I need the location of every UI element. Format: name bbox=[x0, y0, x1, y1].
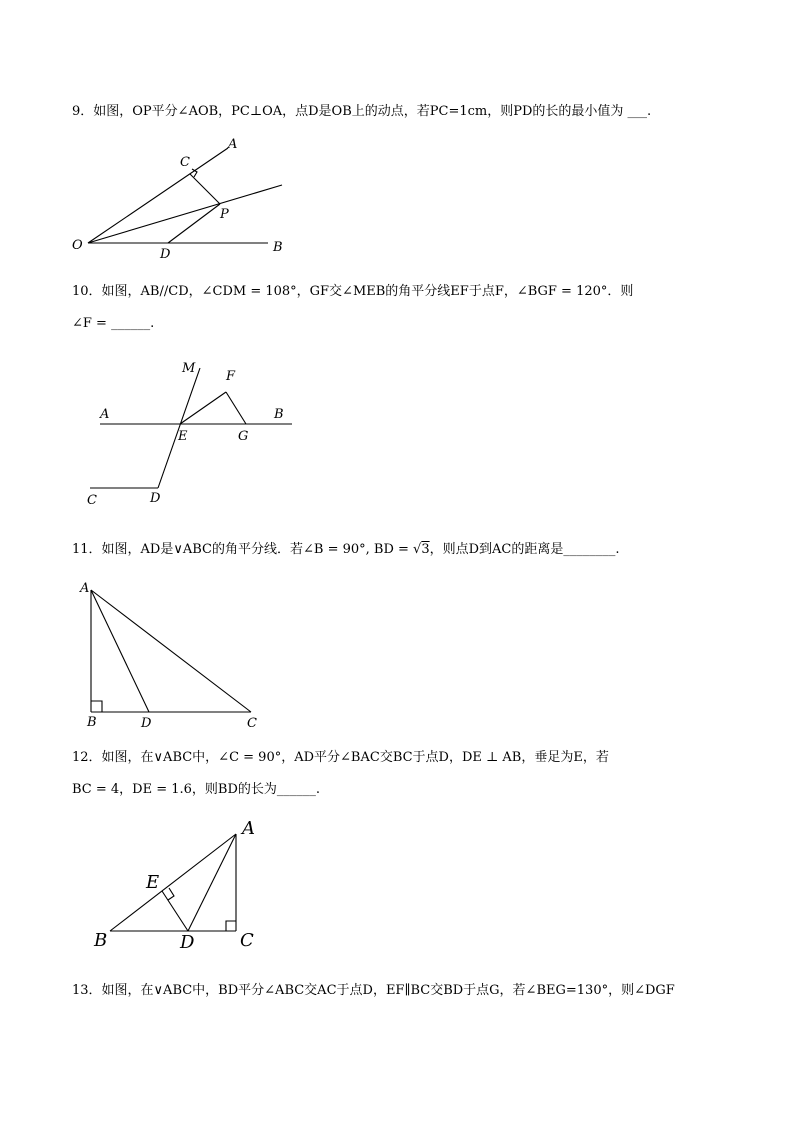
label-a: A bbox=[80, 581, 90, 596]
ray-oa bbox=[88, 148, 228, 243]
line-dm bbox=[158, 368, 200, 488]
label-d: D bbox=[141, 716, 152, 731]
label-e: E bbox=[178, 429, 188, 444]
segment-pc bbox=[190, 174, 220, 204]
label-a: A bbox=[100, 407, 110, 422]
label-d: D bbox=[150, 491, 161, 506]
question-9-figure bbox=[68, 137, 308, 262]
perpendicular-de bbox=[162, 891, 188, 931]
label-c: C bbox=[240, 930, 254, 951]
right-angle-mark bbox=[91, 701, 102, 712]
label-p: P bbox=[220, 207, 229, 222]
question-9-text: 9．如图，OP平分∠AOB，PC⊥OA，点D是OB上的动点，若PC=1cm，则PD的长的最小值为 ___. bbox=[72, 104, 652, 119]
sqrt-value: 3 bbox=[421, 542, 430, 557]
question-11-text bbox=[72, 541, 620, 559]
question-11-text-after: ，则点D到AC的距离是________. bbox=[429, 542, 620, 557]
question-11-text-before: 11．如图，AD是∨ABC的角平分线．若∠B = 90°, BD = bbox=[72, 542, 414, 557]
label-b: B bbox=[273, 240, 283, 255]
label-e: E bbox=[146, 872, 160, 893]
segment-fg bbox=[226, 392, 246, 424]
label-b: B bbox=[87, 715, 97, 730]
label-f: F bbox=[226, 369, 236, 384]
label-b: B bbox=[94, 930, 108, 951]
question-11-figure bbox=[76, 580, 276, 730]
bisector-ef bbox=[180, 392, 226, 424]
label-a: A bbox=[242, 818, 255, 839]
question-10-figure bbox=[84, 360, 314, 510]
label-m: M bbox=[182, 361, 196, 376]
side-ac bbox=[91, 590, 251, 712]
segment-pd bbox=[168, 204, 220, 243]
label-d: D bbox=[160, 247, 171, 262]
right-angle-mark-c bbox=[226, 921, 236, 931]
question-12-figure bbox=[90, 818, 290, 958]
bisector-ad bbox=[91, 590, 149, 712]
label-c: C bbox=[87, 493, 97, 508]
right-angle-mark-e bbox=[168, 888, 174, 900]
question-12-line2: BC = 4，DE = 1.6，则BD的长为______. bbox=[72, 782, 321, 797]
question-13-text: 13．如图，在∨ABC中，BD平分∠ABC交AC于点D，EF∥BC交BD于点G，若∠BEG=130°，则∠DGF bbox=[72, 983, 675, 998]
bisector-op bbox=[88, 185, 282, 243]
question-10-line1: 10．如图，AB//CD，∠CDM = 108°，GF交∠MEB的角平分线EF于点F，∠BGF = 120°．则 bbox=[72, 284, 634, 299]
question-12-line1: 12．如图，在∨ABC中，∠C = 90°，AD平分∠BAC交BC于点D，DE ⊥ AB，垂足为E，若 bbox=[72, 750, 609, 765]
label-a: A bbox=[228, 137, 238, 152]
bisector-ad bbox=[188, 834, 236, 931]
label-c: C bbox=[180, 155, 190, 170]
label-g: G bbox=[238, 429, 249, 444]
label-b: B bbox=[274, 407, 284, 422]
sqrt-symbol: √ bbox=[413, 542, 422, 557]
label-o: O bbox=[72, 238, 83, 253]
question-10-line2: ∠F = ______. bbox=[72, 316, 155, 331]
label-d: D bbox=[180, 932, 195, 953]
label-c: C bbox=[247, 716, 257, 731]
side-ab bbox=[110, 834, 236, 931]
